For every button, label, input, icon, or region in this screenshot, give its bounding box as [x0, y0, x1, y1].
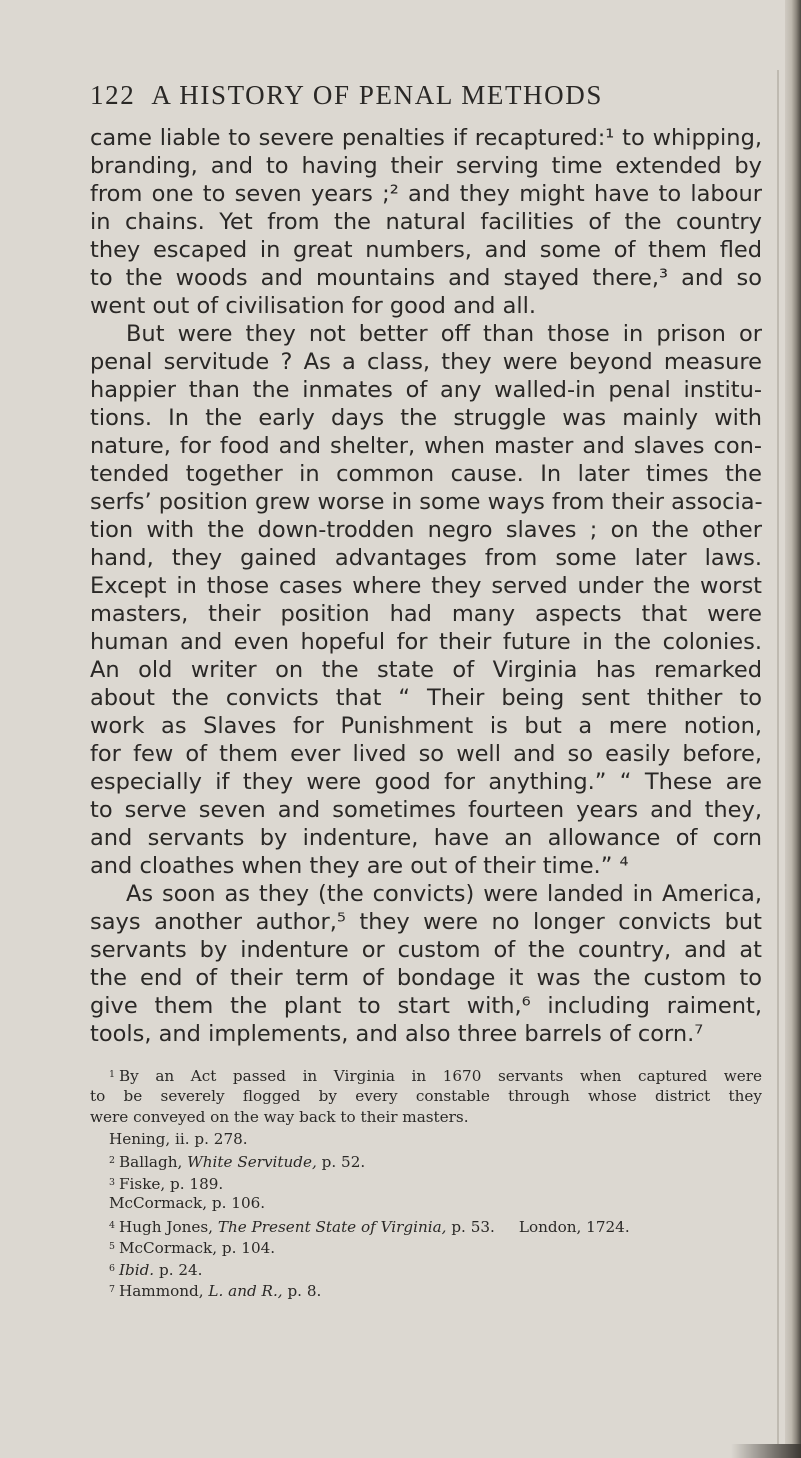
- page-gutter-line: [777, 70, 779, 1450]
- footnotes: [90, 1064, 762, 1301]
- body-line: and servants by indenture, have an allowance of corn: [90, 825, 762, 851]
- body-line: they escaped in great numbers, and some of them fled: [90, 237, 762, 263]
- body-line: the end of their term of bondage it was the custom to: [90, 965, 762, 991]
- body-line: masters, their position had many aspects that were: [90, 601, 762, 627]
- body-line: to serve seven and sometimes fourteen years and they,: [90, 797, 762, 823]
- body-line: tended together in common cause. In later times the: [90, 461, 762, 487]
- footnote-5: $^5$ McCormack, p. 104.: [109, 1239, 276, 1258]
- page-edge: [785, 0, 801, 1458]
- body-line: tools, and implements, and also three barrels of corn.⁷: [90, 1021, 704, 1047]
- footnote-4: $^4$ Hugh Jones, The Present State of Virginia, p. 53. London, 1724.: [109, 1217, 630, 1236]
- body-line: serfs’ position grew worse in some ways from their associa-: [90, 489, 763, 515]
- footnote-3-line: McCormack, p. 106.: [109, 1194, 266, 1212]
- running-title: A HISTORY OF PENAL METHODS: [151, 80, 603, 110]
- body-line: from one to seven years ;² and they might have to labour: [90, 181, 762, 207]
- body-line: nature, for food and shelter, when master and slaves con-: [90, 433, 762, 459]
- footnote-1-line: to be severely flogged by every constable through whose district they: [90, 1086, 762, 1105]
- body-line: As soon as they (the convicts) were landed in America,: [126, 881, 762, 907]
- footnote-1-line: were conveyed on the way back to their masters.: [90, 1108, 469, 1126]
- body-line: to the woods and mountains and stayed there,³ and so: [90, 265, 762, 291]
- body-line: But were they not better off than those in prison or: [126, 321, 762, 347]
- body-line: in chains. Yet from the natural facilities of the country: [90, 209, 762, 235]
- body-line: about the convicts that “ Their being sent thither to: [90, 685, 762, 711]
- body-line: hand, they gained advantages from some later laws.: [90, 545, 762, 571]
- body-line: branding, and to having their serving time extended by: [90, 153, 762, 179]
- body-line: penal servitude ? As a class, they were beyond measure: [90, 349, 762, 375]
- running-header: [90, 80, 770, 111]
- footnote-1-citation: Hening, ii. p. 278.: [109, 1129, 248, 1148]
- footnote-7: $^7$ Hammond, L. and R., p. 8.: [109, 1282, 322, 1301]
- body-line: give them the plant to start with,⁶ including raiment,: [90, 993, 762, 1019]
- body-line: tions. In the early days the struggle was mainly with: [90, 405, 762, 431]
- body-line: says another author,⁵ they were no longer convicts but: [90, 909, 762, 935]
- body-line: especially if they were good for anything.” “ These are: [90, 769, 762, 795]
- body-text: [90, 124, 762, 1048]
- body-line: and cloathes when they are out of their time.” ⁴: [90, 853, 629, 879]
- body-line: human and even hopeful for their future in the colonies.: [90, 629, 762, 655]
- body-line: tion with the down-trodden negro slaves ; on the other: [90, 517, 762, 543]
- body-line: An old writer on the state of Virginia has remarked: [90, 657, 762, 683]
- body-line: came liable to severe penalties if recaptured:¹ to whipping,: [90, 125, 762, 151]
- body-line: happier than the inmates of any walled-in penal institu-: [90, 377, 762, 403]
- body-line: Except in those cases where they served under the worst: [90, 573, 762, 599]
- body-line: servants by indenture or custom of the country, and at: [90, 937, 762, 963]
- footnote-3: $^3$ Fiske, p. 189.: [109, 1174, 224, 1193]
- footnote-1: $^1$ By an Act passed in Virginia in 1670 servants when captured were: [109, 1067, 762, 1086]
- footnote-2: $^2$ Ballagh, White Servitude, p. 52.: [109, 1153, 366, 1172]
- body-line: work as Slaves for Punishment is but a mere notion,: [90, 713, 762, 739]
- body-line: for few of them ever lived so well and so easily before,: [90, 741, 762, 767]
- page-number: 122: [90, 80, 136, 110]
- page-corner-shadow: [731, 1444, 801, 1458]
- body-line: went out of civilisation for good and all.: [90, 293, 537, 319]
- footnote-6: $^6$ Ibid. p. 24.: [109, 1260, 203, 1279]
